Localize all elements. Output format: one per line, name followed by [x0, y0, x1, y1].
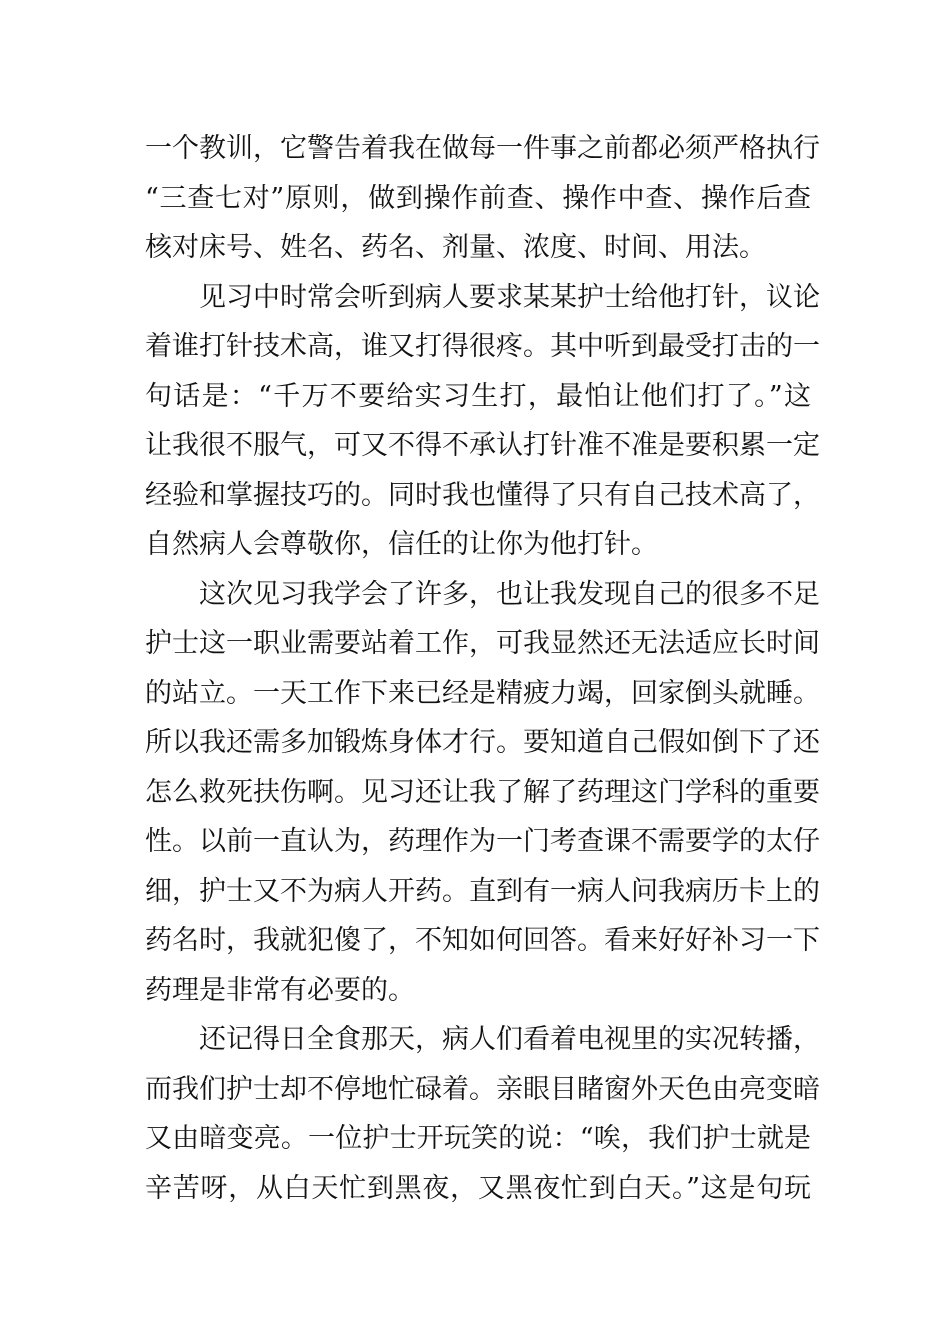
text-line: 所以我还需多加锻炼身体才行。要知道自己假如倒下了还	[145, 727, 820, 758]
text-line: 性。以前一直认为，药理作为一门考查课不需要学的太仔	[145, 826, 820, 857]
text-line: 这次见习我学会了许多，也让我发现自己的很多不足	[199, 578, 820, 610]
paragraph-2	[145, 273, 820, 570]
text-line: 药名时，我就犯傻了，不知如何回答。看来好好补习一下	[145, 925, 820, 956]
text-line: 又由暗变亮。一位护士开玩笑的说：“唉，我们护士就是	[145, 1123, 811, 1154]
text-line: 经验和掌握技巧的。同时我也懂得了只有自己技术高了，	[145, 479, 820, 511]
text-line: 自然病人会尊敬你，信任的让你为他打针。	[145, 529, 658, 560]
text-line: 见习中时常会听到病人要求某某护士给他打针，议论	[199, 281, 820, 313]
text-line: 核对床号、姓名、药名、剂量、浓度、时间、用法。	[145, 232, 766, 263]
paragraph-4	[145, 1015, 820, 1213]
text-line: 的站立。一天工作下来已经是精疲力竭，回家倒头就睡。	[145, 677, 820, 709]
text-line: 还记得日全食那天，病人们看着电视里的实况转播，	[199, 1024, 820, 1055]
text-line: 细，护士又不为病人开药。直到有一病人问我病历卡上的	[145, 875, 820, 907]
text-line: 着谁打针技术高，谁又打得很疼。其中听到最受打击的一	[145, 331, 820, 362]
text-line: “三查七对”原则，做到操作前查、操作中查、操作后查	[145, 182, 811, 214]
paragraph-1	[145, 124, 820, 273]
text-line: 一个教训，它警告着我在做每一件事之前都必须严格执行	[145, 133, 820, 164]
body-text	[145, 124, 820, 1213]
text-line: 护士这一职业需要站着工作，可我显然还无法适应长时间	[145, 628, 820, 659]
text-line: 而我们护士却不停地忙碌着。亲眼目睹窗外天色由亮变暗	[145, 1073, 820, 1105]
text-line: 辛苦呀，从白天忙到黑夜，又黑夜忙到白天。”这是句玩	[145, 1172, 811, 1204]
text-line: 让我很不服气，可又不得不承认打针准不准是要积累一定	[145, 430, 820, 461]
text-line: 怎么救死扶伤啊。见习还让我了解了药理这门学科的重要	[145, 776, 820, 808]
text-line: 句话是：“千万不要给实习生打，最怕让他们打了。”这	[145, 380, 811, 412]
text-line: 药理是非常有必要的。	[145, 974, 415, 1006]
paragraph-3	[145, 570, 820, 1016]
